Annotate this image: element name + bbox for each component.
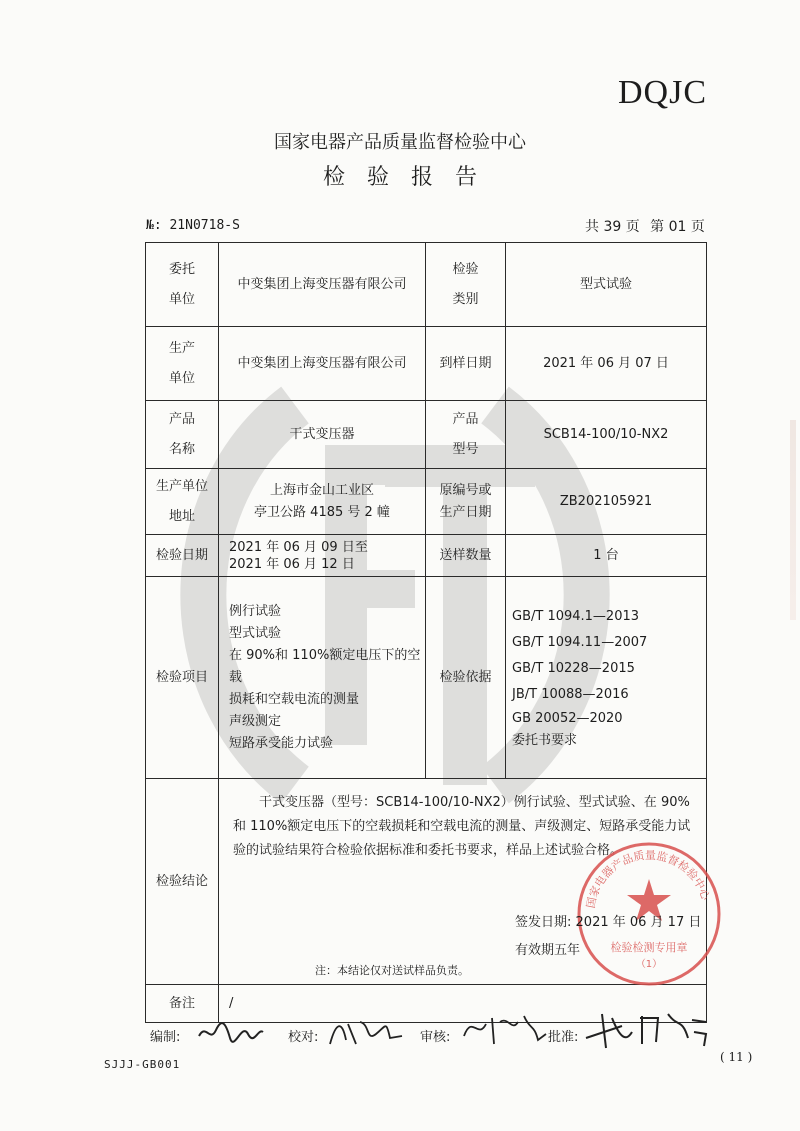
brand-mark: DQJC xyxy=(618,74,708,111)
report-number: №: 21N0718-S xyxy=(146,218,240,233)
table-row xyxy=(146,779,707,985)
manufacturer-value: 中变集团上海变压器有限公司 xyxy=(219,327,426,401)
conclusion-cell xyxy=(219,779,713,985)
table-row xyxy=(146,243,707,327)
model-label: 产品 型号 xyxy=(426,401,506,469)
issue-date: 签发日期: 2021 年 06 月 17 日 xyxy=(515,915,702,930)
svg-text:检验检测专用章: 检验检测专用章 xyxy=(610,941,688,954)
compiled-signature-icon xyxy=(196,1018,266,1048)
table-row xyxy=(146,327,707,401)
list-item: 委托书要求 xyxy=(512,732,578,748)
manufacturer-label: 生产 单位 xyxy=(146,327,219,401)
form-code: SJJJ-GB001 xyxy=(104,1058,181,1071)
sample-quantity-label: 送样数量 xyxy=(426,535,506,577)
report-title: 检验报告 xyxy=(322,165,499,190)
address-label: 生产单位 地址 xyxy=(146,469,219,535)
reviewed-label: 审核: xyxy=(420,1030,451,1045)
original-number-label: 原编号或 生产日期 xyxy=(426,469,506,535)
original-number-value: ZB202105921 xyxy=(506,469,707,535)
model-value: SCB14-100/10-NX2 xyxy=(506,401,707,469)
compiled-label: 编制: xyxy=(150,1030,181,1045)
approved-label: 批准: xyxy=(548,1030,579,1045)
table-row xyxy=(146,535,707,577)
remarks-value: / xyxy=(219,985,707,1023)
arrival-date-value: 2021 年 06 月 07 日 xyxy=(506,327,707,401)
test-basis-list xyxy=(506,577,707,779)
table-row xyxy=(146,577,707,779)
list-item: 声级测定 xyxy=(229,713,282,729)
inspection-type-label: 检验 类别 xyxy=(426,243,506,327)
svg-text:（1）: （1） xyxy=(635,959,663,970)
checked-label: 校对: xyxy=(288,1030,319,1045)
reviewed-signature-icon xyxy=(460,1010,550,1050)
scan-edge-mark xyxy=(790,420,796,620)
table-row xyxy=(146,469,707,535)
inspection-type-value: 型式试验 xyxy=(506,243,707,327)
test-items-label: 检验项目 xyxy=(146,577,219,779)
conclusion-text: 干式变压器（型号：SCB14-100/10-NX2）例行试验、型式试验、在 90%和 110%额定电压下的空载损耗和空载电流的测量、声级测定、短路承受能力试验的试验结果符合检验依据标准和委托书要求，样品上述试验合格。 xyxy=(233,795,691,858)
list-item: GB/T 1094.11—2007 xyxy=(512,634,648,650)
page-total: 共 39 页 xyxy=(585,219,640,235)
list-item: 型式试验 xyxy=(229,625,282,641)
address-value: 上海市金山工业区 亭卫公路 4185 号 2 幢 xyxy=(219,469,426,535)
client-label: 委托 单位 xyxy=(146,243,219,327)
inspection-report-table xyxy=(145,242,713,1023)
table-row xyxy=(146,401,707,469)
page-current: 第 01 页 xyxy=(650,219,705,235)
list-item: GB/T 1094.1—2013 xyxy=(512,608,640,624)
arrival-date-label: 到样日期 xyxy=(426,327,506,401)
page-mark: ( 11 ) xyxy=(720,1050,753,1064)
list-item: GB/T 10228—2015 xyxy=(512,660,635,676)
sample-quantity-value: 1 台 xyxy=(506,535,707,577)
organization-name: 国家电器产品质量监督检验中心 xyxy=(274,132,526,153)
test-date-value: 2021 年 06 月 09 日至 2021 年 06 月 12 日 xyxy=(219,535,426,577)
test-date-label: 检验日期 xyxy=(146,535,219,577)
client-value: 中变集团上海变压器有限公司 xyxy=(219,243,426,327)
checked-signature-icon xyxy=(326,1014,406,1050)
page-info xyxy=(585,216,711,236)
conclusion-note: 注：本结论仅对送试样品负责。 xyxy=(315,964,469,977)
list-item: JB/T 10088—2016 xyxy=(512,686,629,702)
test-items-list xyxy=(219,577,426,779)
list-item: 短路承受能力试验 xyxy=(229,735,334,751)
list-item: 在 90%和 110%额定电压下的空载 xyxy=(229,647,421,685)
validity-period: 有效期五年 xyxy=(515,943,581,958)
list-item: GB 20052—2020 xyxy=(512,710,623,726)
test-basis-label: 检验依据 xyxy=(426,577,506,779)
product-label: 产品 名称 xyxy=(146,401,219,469)
approved-signature-icon xyxy=(582,1008,712,1052)
product-value: 干式变压器 xyxy=(219,401,426,469)
list-item: 例行试验 xyxy=(229,603,282,619)
conclusion-label: 检验结论 xyxy=(146,779,219,985)
svg-text:国家电器产品质量监督检验中心: 国家电器产品质量监督检验中心 xyxy=(584,848,713,910)
remarks-label: 备注 xyxy=(146,985,219,1023)
signature-row xyxy=(150,1018,710,1058)
list-item: 损耗和空载电流的测量 xyxy=(229,691,360,707)
issue-block xyxy=(515,909,701,965)
